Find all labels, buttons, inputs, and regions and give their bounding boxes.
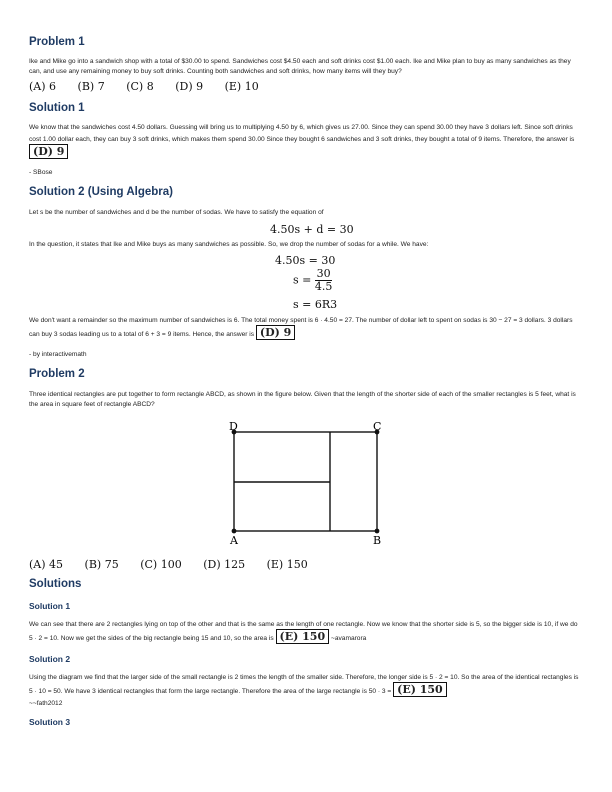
- equation-1: 4.50s + d = 30: [270, 223, 354, 236]
- solution-1-answer-box: (D) 9: [29, 144, 68, 159]
- problem-2-heading: Problem 2: [29, 368, 85, 380]
- solutions-3-heading: Solution 3: [29, 717, 71, 727]
- problem-2-choices: [29, 558, 326, 571]
- problem-1-heading: Problem 1: [29, 36, 85, 48]
- solutions-2-text: [29, 672, 581, 698]
- solutions-1-body: We can see that there are 2 rectangles lying on top of the other and that is the same as the length of one rectangle. Now we know that the shorter side is 5, so the bigger side is 10, if we do 5 · 2 = 10. Now we get the sides of the big rectangle being 15 and 10, so the area is: [29, 621, 578, 642]
- solution-2-text-3: [29, 315, 581, 341]
- label-c: C: [373, 420, 382, 433]
- choice-e: (E) 10: [224, 80, 259, 93]
- solutions-2-heading: Solution 2: [29, 654, 71, 664]
- equation-2: 4.50s = 30: [275, 254, 336, 267]
- label-b: B: [373, 534, 382, 547]
- solutions-2-credit: ~~fath2012: [29, 700, 63, 707]
- choice-a: (A) 45: [29, 558, 64, 571]
- equation-3-fraction: [315, 268, 333, 293]
- solution-1-credit: - SBose: [29, 169, 53, 176]
- vertex-a: [232, 529, 237, 534]
- choice-b: (B) 7: [77, 80, 105, 93]
- choice-c: (C) 8: [126, 80, 154, 93]
- solutions-heading: Solutions: [29, 578, 82, 590]
- equation-4: s = 6R3: [293, 298, 338, 311]
- solutions-1-answer-box: (E) 150: [276, 629, 330, 644]
- choice-a: (A) 6: [29, 80, 57, 93]
- choice-e: (E) 150: [266, 558, 308, 571]
- solution-1-text: [29, 122, 581, 160]
- problem-2-text: Three identical rectangles are put together to form rectangle ABCD, as shown in the figure below. Given that the length of the shorter side of each of the smaller rectangles is 5 feet, what is the area in square feet of rectangle ABCD?: [29, 391, 576, 408]
- equation-3: [293, 268, 332, 293]
- solution-1-body: We know that the sandwiches cost 4.50 dollars. Guessing will bring us to multiplying 4.50 by 6, which gives us 27.00. Since they can spend 30.00 they have 3 dollars left. Since soft drinks cost 1.00 dollar each, they can buy 3 soft drinks, which makes them spend 30.00 Since they bought 6 sandwiches and 3 soft drinks, they bought a total of 9 items. Therefore, the answer is: [29, 124, 575, 143]
- vertex-b: [375, 529, 380, 534]
- choice-d: (D) 125: [203, 558, 246, 571]
- solution-2-intro: Let s be the number of sandwiches and d be the number of sodas. We have to satisfy the equation of: [29, 209, 324, 216]
- solution-2-heading: Solution 2 (Using Algebra): [29, 186, 173, 198]
- solutions-1-credit: ~avamarora: [330, 635, 367, 642]
- solution-2-credit: - by interactivemath: [29, 351, 87, 358]
- solution-1-heading: Solution 1: [29, 102, 85, 114]
- solutions-2-answer-box: (E) 150: [393, 682, 447, 697]
- solutions-1-text: [29, 619, 581, 645]
- solution-2-text-2: In the question, it states that Ike and Mike buys as many sandwiches as possible. So, we drop the number of sodas for a while. We have:: [29, 241, 429, 248]
- solution-2-body: We don't want a remainder so the maximum number of sandwiches is 6. The total money spent is 6 · 4.50 = 27. The number of dollar left to spent on sodas is 30 − 27 = 3 dollars. 3 dollars can buy 3 sodas leading us to a total of 6 + 3 = 9 items. Hence, the answer is: [29, 317, 573, 338]
- equation-3-lhs: s =: [293, 273, 312, 287]
- choice-b: (B) 75: [84, 558, 119, 571]
- solution-2-answer-box: (D) 9: [256, 325, 295, 340]
- choice-d: (D) 9: [175, 80, 204, 93]
- problem-1-text: Ike and Mike go into a sandwich shop with a total of $30.00 to spend. Sandwiches cost $4.50 each and soft drinks cost $1.00 each. Ike and Mike plan to buy as many sandwiches as they can, and use any remaining money to buy soft drinks. Counting both sandwiches and soft drinks, how many items will they buy?: [29, 58, 571, 75]
- solutions-1-heading: Solution 1: [29, 601, 71, 611]
- equation-3-numerator: 30: [316, 267, 331, 280]
- label-d: D: [229, 420, 238, 433]
- solutions-2-body: Using the diagram we find that the larger side of the small rectangle is 2 times the length of the smaller side. Therefore, the longer side is 5 · 2 = 10. So the area of the identical rectangles is 5 · 10 = 50. We have 3 identical rectangles that form the large rectangle. Therefore the area of the large rectangle is 50 · 3 =: [29, 674, 579, 695]
- rectangle-figure: [223, 420, 423, 550]
- choice-c: (C) 100: [140, 558, 182, 571]
- label-a: A: [230, 534, 238, 547]
- equation-3-denominator: 4.5: [314, 280, 333, 293]
- problem-1-choices: [29, 80, 277, 93]
